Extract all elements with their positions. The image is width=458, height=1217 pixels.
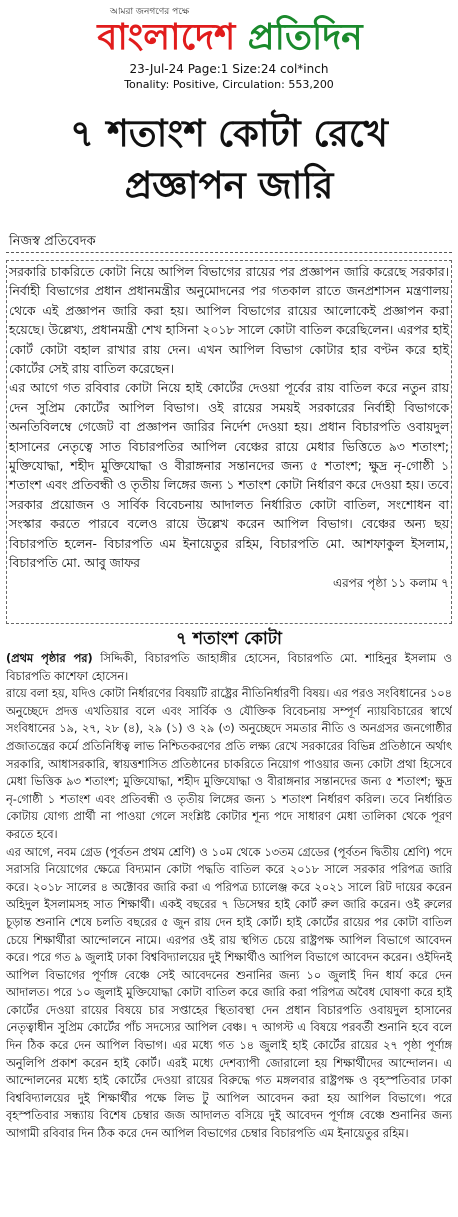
newspaper-logo	[80, 10, 380, 58]
lead-in: (প্রথম পৃষ্ঠার পর)	[6, 652, 93, 665]
masthead-tagline: আমরা জনগণের পক্ষে	[110, 7, 190, 17]
continuation-body	[6, 650, 452, 1210]
continuation-paragraph: রায়ে বলা হয়, যদিও কোটা নির্ধারণের বিষয়টি রাষ্ট্রের নীতিনির্ধারণী বিষয়। এর পরও সংবিধানের ১০৪ অনুচ্ছেদে প্রদত্ত এখতিয়ার বলে এবং সার্বিক ও যৌক্তিক বিবেচনায় সম্পূর্ণ ন্যায়বিচারের স্বার্থে সংবিধানের ১৯, ২৭, ২৮ (৪), ২৯ (১) ও ২৯ (৩) অনুচ্ছেদে সমতার নীতি ও অনগ্রসর জনগোষ্ঠীর প্রজাতন্ত্রের কর্মে প্রতিনিধিত্ব লাভ নিশ্চিতকরণের প্রতি লক্ষ্য রেখে সরকারের বিভিন্ন প্রতিষ্ঠানে অর্থাৎ সরকারি, আধাসরকারি, স্বায়ত্তশাসিত প্রতিষ্ঠানের চাকরিতে নিয়োগ পাওয়ার জন্য কোটা প্রথা হিসেবে মেধা ভিত্তিক ৯৩ শতাংশ; মুক্তিযোদ্ধা, শহীদ মুক্তিযোদ্ধা ও বীরাঙ্গনার সন্তানদের জন্য ৫ শতাংশ; ক্ষুদ্র নৃ-গোষ্ঠী ১ শতাংশ এবং প্রতিবন্ধী ও তৃতীয় লিঙ্গের জন্য ১ শতাংশ নির্ধারণ করিল। তবে নির্ধারিত কোটায় যোগ্য প্রার্থী না পাওয়া গেলে সংশ্লিষ্ট কোটার শূন্য পদে সাধারণ মেধা তালিকা থেকে পূরণ করতে হবে।	[6, 687, 452, 841]
continuation-title: ৭ শতাংশ কোটা	[176, 629, 282, 649]
continuation-paragraph: সিদ্দিকী, বিচারপতি জাহাঙ্গীর হোসেন, বিচারপতি মো. শাহিনুর ইসলাম ও বিচারপতি কাশেফা হোসেন।	[6, 652, 452, 683]
masthead	[0, 0, 458, 100]
article-byline: নিজস্ব প্রতিবেদক	[9, 234, 96, 249]
article-paragraph: এর আগে গত রবিবার কোটা নিয়ে হাই কোর্টের দেওয়া পূর্বের রায় বাতিল করে নতুন রায় দেন সুপ্রিম কোর্টের আপিল বিভাগ। ওই রায়ের সময়ই সরকারের নির্বাহী বিভাগকে অনতিবিলম্বে গেজেট বা প্রজ্ঞাপন জারির নির্দেশ দেওয়া হয়। প্রধান বিচারপতি ওবায়দুল হাসানের নেতৃত্বে সাত বিচারপতির আপিল বেঞ্চের রায়ে মেধার ভিত্তিতে ৯৩ শতাংশ; মুক্তিযোদ্ধা, শহীদ মুক্তিযোদ্ধা ও বীরাঙ্গনার সন্তানদের জন্য ৫ শতাংশ; ক্ষুদ্র নৃ-গোষ্ঠী ১ শতাংশ এবং প্রতিবন্ধী ও তৃতীয় লিঙ্গের জন্য ১ শতাংশ কোটা নির্ধারণ করে দেওয়া হয়। তবে সরকার প্রয়োজন ও সার্বিক বিবেচনায় আদালত নির্ধারিত কোটা বাতিল, সংশোধন বা সংস্কার করতে পারবে বলেও রায়ে উল্লেখ করেন আপিল বিভাগ। বেঞ্চের অন্য ছয় বিচারপতি হলেন- বিচারপতি এম ইনায়েতুর রহিম, বিচারপতি মো. আশফাকুল ইসলাম, বিচারপতি মো. আবু জাফর	[9, 381, 449, 571]
divider	[6, 252, 452, 253]
article-headline: ৭ শতাংশ কোটা রেখে প্রজ্ঞাপন জারি	[70, 112, 388, 207]
continuation-paragraph: এর আগে, নবম গ্রেড (পূর্বতন প্রথম শ্রেণি) ও ১০ম থেকে ১৩তম গ্রেডের (পূর্বতন দ্বিতীয় শ্রেণি) পদে সরাসরি নিয়োগের ক্ষেত্রে বিদ্যমান কোটা পদ্ধতি বাতিল করে ২০১৮ সালে সরকার পরিপত্র জারি করে। ২০১৮ সালের ৪ অক্টোবর জারি করা এ পরিপত্র চ্যালেঞ্জ করে ২০২১ সালে রিট দায়ের করেন অহিদুল ইসলামসহ সাত শিক্ষার্থী। একই বছরের ৭ ডিসেম্বর হাই কোর্ট রুল জারি করেন। ওই রুলের চূড়ান্ত শুনানি শেষে চলতি বছরের ৫ জুন রায় দেন হাই কোর্ট। হাই কোর্টের রায়ের পর কোটা বাতিল চেয়ে শিক্ষার্থীরা আন্দোলনে নামে। এরপর ওই রায় স্থগিত চেয়ে রাষ্ট্রপক্ষ আপিল বিভাগে আবেদন করে। পরে গত ৯ জুলাই ঢাকা বিশ্ববিদ্যালয়ের দুই শিক্ষার্থীও আপিল বিভাগে আবেদন করেন। ওইদিনই আপিল বিভাগের পূর্ণাঙ্গ বেঞ্চে সেই আবেদনের শুনানির জন্য ১০ জুলাই দিন ধার্য করে দেন আদালত। পরে ১০ জুলাই মুক্তিযোদ্ধা কোটা বাতিল করে জারি করা পরিপত্র অবৈধ ঘোষণা করে হাই কোর্টের দেওয়া রায়ের বিষয়ে চার সপ্তাহের স্থিতাবস্থা দেন প্রধান বিচারপতি ওবায়দুল হাসানের নেতৃত্বাধীন সুপ্রিম কোর্টের পাঁচ সদস্যের আপিল বেঞ্চ। ৭ আগস্ট এ বিষয়ে পরবর্তী শুনানি হবে বলে দিন ঠিক করে দেন আপিল বিভাগ। এর মধ্যে গত ১৪ জুলাই হাই কোর্টের রায়ের ২৭ পৃষ্ঠা পূর্ণাঙ্গ অনুলিপি প্রকাশ করেন হাই কোর্ট। এরই মধ্যে দেশব্যাপী জোরালো হয় শিক্ষার্থীদের আন্দোলন। এ আন্দোলনের মধ্যে হাই কোর্টের দেওয়া রায়ের বিরুদ্ধে গত মঙ্গলবার রাষ্ট্রপক্ষ ও বৃহস্পতিবার ঢাকা বিশ্ববিদ্যালয়ের দুই শিক্ষার্থীর পক্ষে লিভ টু আপিল আবেদন করা হয় আপিল বিভাগে। পরে বৃহস্পতিবার সন্ধ্যায় বিশেষ চেম্বার জজ আদালত বসিয়ে দুই আবেদন পূর্ণাঙ্গ বেঞ্চে শুনানির জন্য আগামী রবিবার দিন ঠিক করে দেন আপিল বিভাগের চেম্বার বিচারপতি এম ইনায়েতুর রহিম।	[6, 845, 452, 1141]
article-paragraph: সরকারি চাকরিতে কোটা নিয়ে আপিল বিভাগের রায়ের পর প্রজ্ঞাপন জারি করেছে সরকার। নির্বাহী বিভাগের প্রধান প্রধানমন্ত্রীর অনুমোদনের পর গতকাল রাতে জনপ্রশাসন মন্ত্রণালয় থেকে এই প্রজ্ঞাপন জারি করা হয়। আপিল বিভাগের রায়ের আলোকেই প্রজ্ঞাপন করা হয়েছে। উল্লেখ্য, প্রধানমন্ত্রী শেখ হাসিনা ২০১৮ সালে কোটা বাতিল করেছিলেন। এরপর হাই কোর্ট কোটা বহাল রাখার রায় দেন। এখন আপিল বিভাগ কোটার হার বণ্টন করে হাই কোর্টের সেই রায় বাতিল করেছেন।	[9, 265, 449, 377]
clipping-date-size: 23-Jul-24 Page:1 Size:24 col*inch	[129, 62, 329, 76]
clipping-tonality-circulation: Tonality: Positive, Circulation: 553,200	[124, 78, 334, 91]
article-body	[6, 260, 452, 624]
continued-note: এরপর পৃষ্ঠা ১১ কলাম ৭	[332, 575, 449, 590]
logo-part-2: প্রতিদিন	[247, 17, 363, 58]
continuation-first-paragraph	[6, 650, 452, 685]
logo-part-1: বাংলাদেশ	[97, 17, 248, 58]
